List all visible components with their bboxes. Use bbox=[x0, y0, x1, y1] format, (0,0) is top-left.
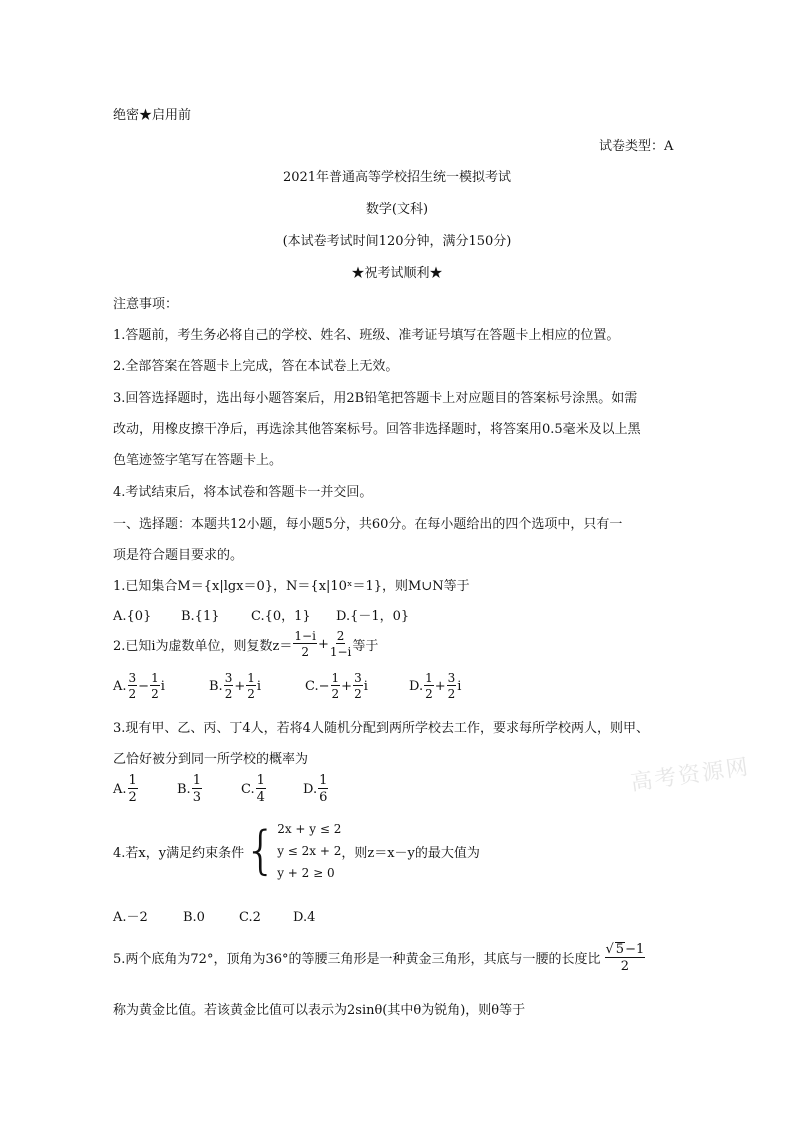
fraction bbox=[224, 672, 234, 700]
imaginary-unit: i bbox=[256, 678, 262, 694]
stem-text: 5.两个底角为72°，顶角为36°的等腰三角形是一种黄金三角形，其底与一腰的长度比 bbox=[113, 952, 601, 967]
golden-ratio-fraction bbox=[605, 942, 646, 973]
imaginary-unit: i bbox=[160, 678, 165, 694]
denominator: 2 bbox=[247, 687, 255, 701]
denominator: 2 bbox=[151, 687, 159, 701]
numerator: 1 bbox=[247, 671, 255, 685]
fraction bbox=[128, 774, 138, 804]
denominator: 2 bbox=[224, 687, 233, 701]
option-label: C. bbox=[241, 781, 255, 797]
notice-item: 色笔迹签字笔写在答题卡上。 bbox=[113, 453, 283, 468]
denominator: 1−i bbox=[329, 645, 352, 659]
plus-sign: + bbox=[317, 636, 329, 652]
question-1-stem: 1.已知集合M＝{x|lgx＝0}，N＝{x|10ˣ＝1}，则M∪N等于 bbox=[113, 579, 470, 594]
stem-text: 4.若x，y满足约束条件 bbox=[113, 845, 245, 861]
numerator: 3 bbox=[447, 671, 456, 685]
question-4-options bbox=[113, 906, 315, 925]
denominator: 2 bbox=[425, 687, 433, 701]
option-c: C.{0，1} bbox=[251, 609, 311, 624]
fraction bbox=[331, 672, 341, 700]
paper-type-label: 试卷类型：A bbox=[599, 139, 674, 154]
option-a: A.{0} bbox=[113, 609, 152, 624]
numerator: 1 bbox=[256, 773, 265, 788]
numerator: 1 bbox=[192, 773, 201, 788]
constraint: y + 2 ≥ 0 bbox=[277, 866, 335, 880]
option-d bbox=[303, 774, 329, 804]
denominator: 2 bbox=[128, 790, 137, 805]
numerator: 1−i bbox=[294, 629, 316, 643]
notice-item: 1.答题前，考生务必将自己的学校、姓名、班级、准考证号填写在答题卡上相应的位置。 bbox=[113, 328, 620, 343]
constraint: y ≤ 2x + 2 bbox=[277, 844, 342, 858]
time-note: (本试卷考试时间120分钟，满分150分) bbox=[282, 234, 512, 249]
option-b: B.{1} bbox=[181, 609, 220, 624]
option-label: B. bbox=[209, 678, 223, 694]
option-label: A. bbox=[113, 678, 127, 694]
option-label: C.− bbox=[305, 678, 330, 694]
option-d: D.{－1，0} bbox=[336, 609, 410, 624]
numerator: 3 bbox=[224, 671, 233, 685]
option-b bbox=[209, 672, 305, 700]
notice-item: 3.回答选择题时，选出每小题答案后，用2B铅笔把答题卡上对应题目的答案标号涂黑。如需 bbox=[113, 391, 638, 406]
option-label: A. bbox=[113, 781, 127, 797]
stem-text: ，则z＝x－y的最大值为 bbox=[341, 845, 480, 861]
numerator: 1 bbox=[151, 671, 159, 685]
fraction bbox=[447, 672, 457, 700]
notice-item: 2.全部答案在答题卡上完成，答在本试卷上无效。 bbox=[113, 359, 399, 374]
numerator: 3 bbox=[354, 671, 362, 685]
option-label: B. bbox=[177, 781, 191, 797]
denominator: 3 bbox=[192, 790, 201, 805]
fraction bbox=[318, 774, 328, 804]
denominator: 6 bbox=[319, 790, 328, 805]
numerator: 1 bbox=[319, 773, 328, 788]
denominator: 2 bbox=[128, 687, 137, 701]
numerator: 1 bbox=[331, 671, 340, 685]
numerator: 2 bbox=[336, 629, 345, 643]
watermark: 高考资源网 bbox=[629, 754, 752, 797]
option-a bbox=[113, 672, 209, 700]
option-label: D. bbox=[409, 678, 424, 694]
question-3-options bbox=[113, 774, 329, 804]
option-d bbox=[409, 672, 461, 700]
fraction bbox=[353, 672, 363, 700]
section-instruction: 项是符合题目要求的。 bbox=[113, 548, 244, 563]
question-2-stem bbox=[113, 630, 378, 658]
operator: + bbox=[434, 678, 446, 694]
fraction bbox=[128, 672, 138, 700]
denominator: 2 bbox=[331, 687, 340, 701]
question-1-options bbox=[113, 605, 409, 624]
option-c bbox=[241, 774, 303, 804]
denominator: 2 bbox=[354, 687, 362, 701]
fraction bbox=[192, 774, 202, 804]
option-c bbox=[305, 672, 409, 700]
option-a bbox=[113, 774, 177, 804]
notice-heading: 注意事项： bbox=[113, 297, 179, 312]
denominator: 2 bbox=[447, 687, 456, 701]
sqrt-icon: √ bbox=[605, 942, 614, 957]
numerator: 1 bbox=[425, 671, 433, 685]
imaginary-unit: i bbox=[457, 678, 462, 694]
question-3-stem: 乙恰好被分到同一所学校的概率为 bbox=[113, 752, 309, 767]
option-d: D.4 bbox=[293, 910, 316, 925]
operator: + bbox=[234, 678, 246, 694]
option-b bbox=[177, 774, 241, 804]
exam-title: 2021年普通高等学校招生统一模拟考试 bbox=[282, 170, 512, 185]
good-luck-line: ★祝考试顺利★ bbox=[351, 266, 443, 281]
radicand: 5 bbox=[615, 942, 625, 957]
option-a: A.－2 bbox=[113, 910, 148, 925]
imaginary-unit: i bbox=[363, 678, 368, 694]
notice-item: 改动，用橡皮擦干净后，再选涂其他答案标号。回答非选择题时，将答案用0.5毫米及以上黑 bbox=[113, 422, 641, 437]
fraction bbox=[256, 774, 266, 804]
fraction bbox=[330, 630, 352, 658]
left-brace-icon: { bbox=[244, 821, 278, 881]
minus-one: −1 bbox=[625, 942, 645, 957]
fraction bbox=[246, 672, 256, 700]
constraint-system bbox=[277, 818, 341, 884]
fraction bbox=[424, 672, 434, 700]
stem-text: 等于 bbox=[352, 638, 379, 654]
operator: − bbox=[138, 678, 150, 694]
notice-item: 4.考试结束后，将本试卷和答题卡一并交回。 bbox=[113, 485, 373, 500]
question-5-stem bbox=[113, 942, 646, 973]
question-5-stem: 称为黄金比值。若该黄金比值可以表示为2sinθ(其中θ为锐角)，则θ等于 bbox=[113, 1003, 526, 1018]
confidential-label: 绝密★启用前 bbox=[113, 108, 192, 123]
numerator: 3 bbox=[128, 671, 137, 685]
fraction bbox=[150, 672, 160, 700]
option-c: C.2 bbox=[239, 910, 261, 925]
fraction bbox=[293, 630, 317, 658]
constraint: 2x + y ≤ 2 bbox=[277, 822, 342, 836]
question-4-stem bbox=[113, 818, 480, 884]
option-b: B.0 bbox=[183, 910, 205, 925]
question-3-stem: 3.现有甲、乙、丙、丁4人，若将4人随机分配到两所学校去工作，要求每所学校两人，则甲、 bbox=[113, 721, 649, 736]
stem-text: 2.已知i为虚数单位，则复数z＝ bbox=[113, 638, 293, 654]
denominator: 2 bbox=[301, 645, 309, 659]
subject-title: 数学(文科) bbox=[365, 202, 429, 217]
section-instruction: 一、选择题：本题共12小题，每小题5分，共60分。在每小题给出的四个选项中，只有一 bbox=[113, 517, 623, 532]
operator: + bbox=[341, 678, 353, 694]
denominator: 4 bbox=[256, 790, 265, 805]
question-2-options bbox=[113, 672, 461, 700]
denominator: 2 bbox=[620, 959, 630, 974]
numerator bbox=[605, 942, 646, 958]
option-label: D. bbox=[303, 781, 318, 797]
numerator: 1 bbox=[128, 773, 137, 788]
